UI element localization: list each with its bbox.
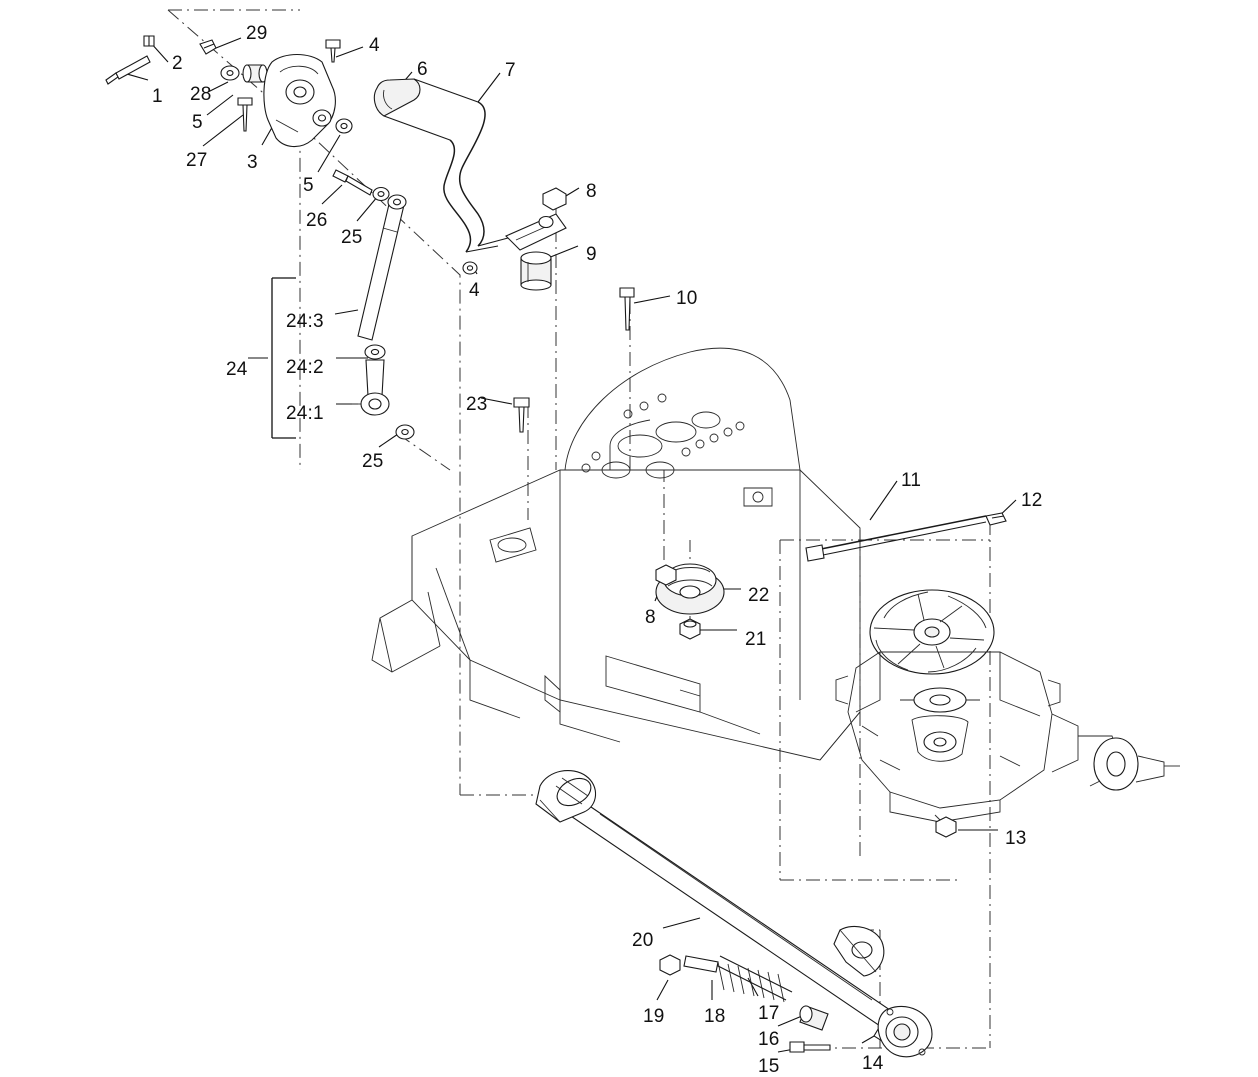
part-24-3-damper-rod (358, 195, 406, 340)
callout-12: 12 (1021, 490, 1043, 511)
callout-26: 26 (306, 210, 328, 231)
callout-4-upper: 4 (369, 35, 380, 56)
part-16-bushing (800, 1006, 828, 1030)
tractor-frame (372, 348, 860, 760)
callout-25-lower: 25 (362, 451, 384, 472)
callout-4-lower: 4 (469, 280, 480, 301)
part-4-bolt-upper (326, 40, 340, 62)
part-9-bumper (521, 252, 551, 290)
callout-6: 6 (417, 59, 428, 80)
callout-22: 22 (748, 585, 770, 606)
callout-17: 17 (758, 1003, 780, 1024)
transaxle-fan (870, 590, 994, 674)
callout-13: 13 (1005, 828, 1027, 849)
part-12-clip (986, 513, 1006, 525)
part-3-bracket (264, 55, 335, 147)
part-11-rod (806, 516, 986, 561)
part-1-bolt (106, 56, 150, 84)
transaxle-assembly (836, 590, 1180, 822)
part-5-bushing-upper (243, 65, 267, 82)
callout-10: 10 (676, 288, 698, 309)
callout-9: 9 (586, 244, 597, 265)
callout-8-upper: 8 (586, 181, 597, 202)
part-28-washer (221, 66, 239, 80)
part-15-bolt (790, 1042, 830, 1052)
callout-1: 1 (152, 86, 163, 107)
part-4-bolt-lower (463, 262, 477, 274)
part-18-rod (684, 956, 718, 972)
callout-24-2: 24:2 (286, 357, 324, 378)
callout-14: 14 (862, 1053, 884, 1074)
centerlines (168, 10, 990, 1048)
callout-19: 19 (643, 1006, 665, 1027)
part-13-nut (936, 817, 956, 837)
callout-11: 11 (901, 470, 922, 491)
part-23-bolt (514, 398, 529, 432)
callout-24: 24 (226, 359, 248, 380)
part-10-bolt (620, 288, 634, 330)
callout-15: 15 (758, 1056, 780, 1077)
callout-5-lower: 5 (303, 175, 314, 196)
part-14-flange-bearing (878, 1006, 932, 1056)
callout-28: 28 (190, 84, 212, 105)
part-17-spring (714, 956, 792, 1002)
leader-lines (120, 35, 1016, 1052)
callout-27: 27 (186, 150, 208, 171)
part-24-2-washer (365, 345, 385, 359)
part-19-nut (660, 955, 680, 975)
callout-7: 7 (505, 60, 516, 81)
callout-8-lower: 8 (645, 607, 656, 628)
callout-5-upper: 5 (192, 112, 203, 133)
part-25-washer-lower (396, 425, 414, 439)
callout-16: 16 (758, 1029, 780, 1050)
part-25-washer-upper (373, 188, 389, 201)
callout-21: 21 (745, 629, 767, 650)
part-21-nut (680, 619, 700, 639)
part-29-clip (200, 40, 216, 54)
part-8-nut-upper (543, 188, 566, 210)
callout-18: 18 (704, 1006, 726, 1027)
part-6-7-control-handle (374, 79, 566, 252)
upper-left-hardware (106, 36, 389, 201)
callout-3: 3 (247, 152, 258, 173)
callout-20: 20 (632, 930, 654, 951)
part-8-nut-lower (656, 565, 676, 585)
callout-29: 29 (246, 23, 268, 44)
callout-2: 2 (172, 53, 183, 74)
part-5-bushing-lower (336, 119, 352, 133)
part-24-1-ball-joint (352, 360, 389, 415)
part-27-screw (238, 98, 252, 131)
callout-24-3: 24:3 (286, 311, 324, 332)
callout-23: 23 (466, 394, 488, 415)
callout-24-1: 24:1 (286, 403, 324, 424)
callout-25-upper: 25 (341, 227, 363, 248)
part-2-pin (144, 36, 154, 46)
